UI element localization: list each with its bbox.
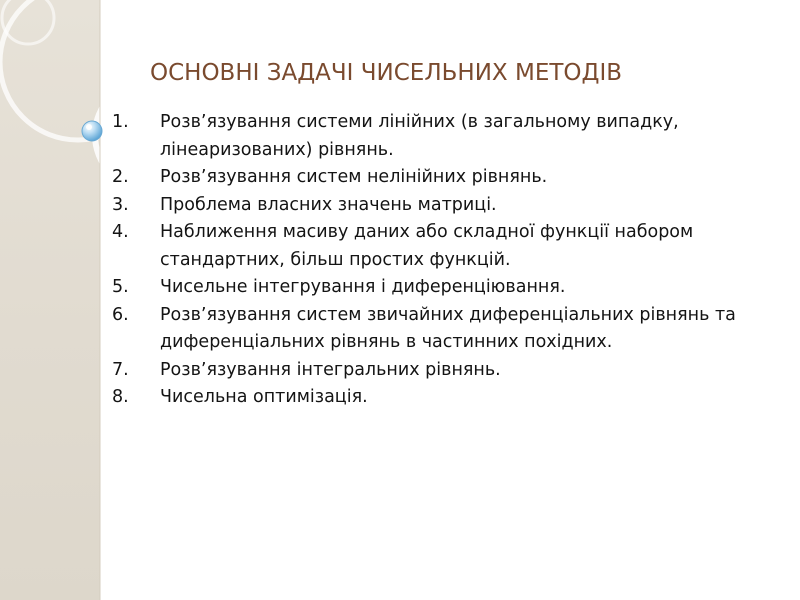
list-item-text: Розв’язування інтегральних рівнянь. <box>160 359 501 380</box>
list-item <box>112 302 792 357</box>
list-item-number: 6. <box>112 304 129 325</box>
list-item-text: Розв’язування систем звичайних диференціальних рівнянь та диференціальних рівнянь в частинних похідних. <box>160 304 736 352</box>
list-item <box>112 274 792 302</box>
list-item <box>112 164 792 192</box>
list-item-text: Чисельне інтегрування і диференціювання. <box>160 277 566 297</box>
left-decor-band <box>0 0 100 600</box>
list-item-number: 3. <box>112 194 129 215</box>
list-item <box>112 384 792 412</box>
list-item-text: Чисельна оптимізація. <box>160 387 368 407</box>
list-item-number: 1. <box>112 112 129 132</box>
slide-title: ОСНОВНІ ЗАДАЧІ ЧИСЕЛЬНИХ МЕТОДІВ <box>150 60 623 86</box>
list-item-text: Проблема власних значень матриці. <box>160 194 497 215</box>
list-item <box>112 357 792 385</box>
task-list <box>112 109 792 412</box>
list-item-number: 4. <box>112 222 129 242</box>
list-item-text: Наближення масиву даних або складної функції набором стандартних, більш простих функцій. <box>160 222 694 270</box>
list-item-number: 2. <box>112 167 129 187</box>
list-item-number: 5. <box>112 277 129 297</box>
list-item-text: Розв’язування систем нелінійних рівнянь. <box>160 167 548 187</box>
list-item <box>112 109 792 164</box>
list-item-number: 7. <box>112 359 129 380</box>
list-item-text: Розв’язування системи лінійних (в загальному випадку, лінеаризованих) рівнянь. <box>160 112 679 160</box>
list-item <box>112 219 792 274</box>
list-item <box>112 192 792 220</box>
list-item-number: 8. <box>112 387 129 407</box>
